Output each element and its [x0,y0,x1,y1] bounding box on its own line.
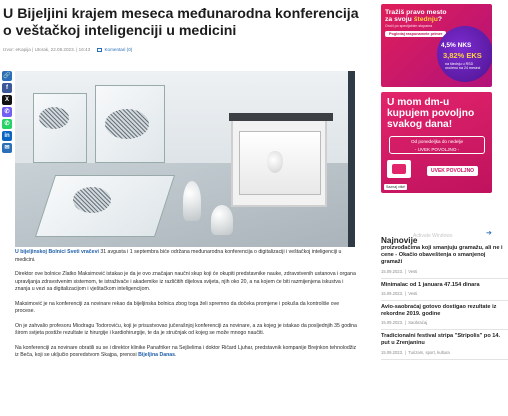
news-item-separator: | [405,268,407,274]
savings-ad-banner[interactable] [381,4,492,87]
image-side-panel [348,71,355,247]
news-item-meta [381,269,508,274]
savings-ad-rate-nks: 4,5% NKS [441,42,472,49]
link-icon[interactable]: 🔗 [3,73,11,79]
paragraph-5 [15,345,358,360]
image-heart-model [267,151,283,173]
paragraph-1-text: 31 avgusta i 1 septembra biće održana međunarodna konferencija o digitalizaciji i veštačkoj inteligenciji u medicini. [15,249,342,263]
paragraph-3: Maksimović je na konferenciji za novinare rekao da bijeljinska bolnica zbog toga želi spremno da dočeka promjene i pokuša da kontroliše ove procese. [15,300,340,314]
news-item-separator: | [405,320,407,326]
news-item-meta [381,291,508,296]
savings-ad-headline [385,9,447,23]
paragraph-5-text: Na konferenciji za novinare obratili su se i direktor klinike Panafriker na Sejšelima i doktor Ričard Ljuhar, predstavnik kompanije Brejnkon tehnolodžiz iz Beča, koji se uključio posredstvom Skajpa, prenosi [15,344,357,358]
article-body [15,249,358,367]
article-source-date: Izvor: eKapija | Utorak, 22.08.2023. | 16:43 [3,47,91,52]
image-figurine-1 [183,181,201,221]
email-icon[interactable]: ✉ [2,143,12,153]
paragraph-5-end: . [175,352,177,358]
article-image [15,71,355,247]
paragraph-1 [15,249,358,264]
savings-ad-headline-highlight: štednju [413,16,438,23]
news-item-date: 15.09.2023. [381,268,404,274]
dm-ad-offer-line2: - UVEK POVOLJNO - [414,146,460,152]
news-item-category[interactable]: Turizam, sport, kultura [408,349,450,355]
news-item-title[interactable]: proizvođačima koji smanjuju gramažu, ali ne i cene - Okačio obaveštenja o smanjenoj gramaži [381,245,503,266]
news-item[interactable] [381,301,508,330]
hospital-link[interactable]: U bijeljinskoj Bolnici Sveti vračevi [15,249,99,255]
savings-ad-headline-2-post: ? [437,16,443,23]
dm-ad-headline-a: U mom dm-u [387,97,450,108]
image-3d-model-1 [39,107,69,129]
paragraph-2: Direktor ove bolnice Zlatko Maksimović istakao je da je ovo značajan naučni skup koji će okupiti predstavnike nauke, zdravstvenih ustanova i organa upravljanja zdravstvenim sistemom, te istraživače i akademike iz različitih dijelova svijeta, njih oko 20, a na kojem će biti razmijenjena iskustva i znanja u vezi sa digitalizacijom i vještačkom inteligencijom. [15,271,356,292]
article-title: U Bijeljini krajem meseca međunarodna konferencija o veštačkoj inteligenciji u medicini [3,6,359,39]
viber-icon[interactable]: ✆ [2,107,12,117]
x-icon[interactable]: X [2,95,12,105]
news-item-date: 15.09.2023. [381,290,404,296]
news-item[interactable] [381,242,508,279]
savings-ad-rate-eks: 3,82% EKS [443,51,482,60]
latest-news-list [381,242,508,360]
news-item-date: 15.09.2023. [381,349,404,355]
latest-news-arrow-icon[interactable]: ➔ [486,230,492,237]
news-item-separator: | [405,349,407,355]
news-item[interactable] [381,330,508,359]
comments-link[interactable] [97,47,132,52]
comment-icon [97,48,102,52]
news-item-title[interactable]: Minimalac od 1 januara 47.154 dinara [381,281,480,288]
dm-ad-headline [387,97,491,130]
latest-news [381,230,508,360]
share-bar [2,71,13,155]
source-link[interactable]: Bijeljina Danas [138,352,176,358]
windows-watermark: Activate Windows [413,233,453,239]
paragraph-4: On je zahvalio profesoru Miodragu Todoroviću, koji je prisustvovao jučerašnjoj konferenciji za novinare, a za kojeg je istakao da posljednjih 35 godina širom svijeta postiže rezultate iz hirurgije i kardiohirurgije, te da je stručnjak od kojeg se može mnogo naučiti. [15,322,357,336]
image-3d-model-2 [105,109,149,139]
dm-ad-badge: UVEK POVOLJNO [427,166,478,176]
news-item-category[interactable]: Saobraćaj [408,320,428,326]
article-meta [3,47,132,52]
dm-ad-offer-box [389,136,485,154]
news-item[interactable] [381,279,508,301]
news-item-meta [381,320,508,325]
savings-ad-rate-note: na štednju u RSD oročenu na 24 meseci [445,62,481,71]
dm-logo-icon [387,160,411,178]
savings-ad-subtitle: Oroči po specijalnim stopama [385,24,433,28]
linkedin-icon[interactable]: in [2,131,12,141]
savings-ad-headline-1: Tražiš pravo mesto [385,9,447,16]
image-3d-model-3 [73,187,111,213]
news-item-category[interactable]: Vesti [408,290,418,296]
news-item-date: 15.09.2023. [381,320,404,326]
news-item-category[interactable]: Vesti [408,268,418,274]
news-item-separator: | [405,290,407,296]
dm-ad-more-link[interactable]: Saznaj više! [386,185,406,189]
news-item-title[interactable]: Avio-saobraćaj gotovo dostigao rezultate iz rekordne 2019. godine [381,303,497,318]
dm-ad-banner[interactable] [381,92,492,193]
image-figurine-2 [211,205,233,235]
sidebar [381,0,508,416]
news-item-title[interactable]: Tradicionalni festival stripa "Stripolis" po 14. put u Zrenjaninu [381,333,501,347]
dm-ad-headline-b: kupujem povoljno [387,108,475,119]
dm-ad-headline-c: svakog dana! [387,119,453,130]
news-item-meta [381,350,508,355]
savings-ad-button[interactable]: Pogledaj rasponamete primer [385,31,446,37]
facebook-icon[interactable]: f [2,83,12,93]
savings-ad-headline-2-pre: za svoju [385,16,414,23]
image-printer-top [229,113,333,121]
latest-news-heading: Najnovije [381,236,418,245]
whatsapp-icon[interactable]: ✆ [2,119,12,129]
dm-ad-offer-line1: Od ponedeljka do nedelje [410,139,464,144]
comments-label: Komentari (0) [104,47,133,52]
latest-news-header [381,230,508,245]
